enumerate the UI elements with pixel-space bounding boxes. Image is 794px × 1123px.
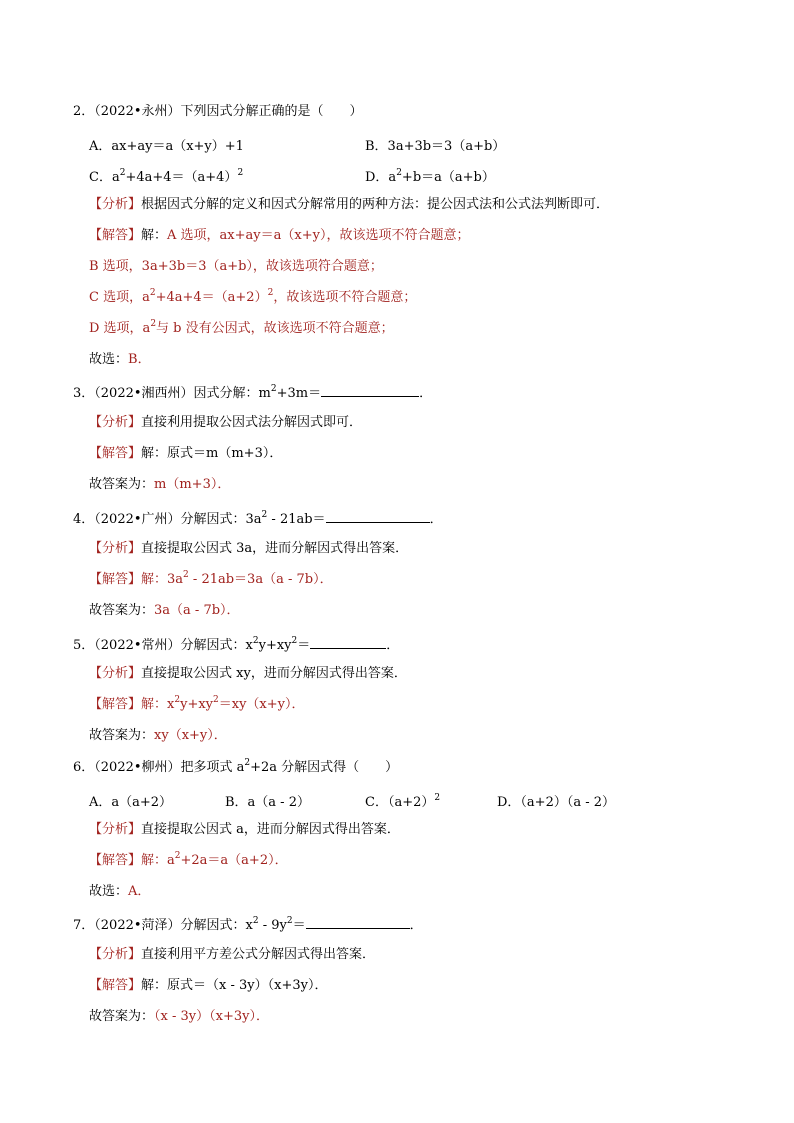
q6-option-a: A．a（a+2） bbox=[89, 795, 173, 810]
q4-final: 故答案为：3a（a - 7b）． bbox=[89, 603, 240, 618]
q2-answer: 【解答】解：A 选项，ax+ay＝a（x+y），故该选项不符合题意； bbox=[89, 228, 470, 243]
q6-option-c: C．$(a+2)^2$ bbox=[365, 793, 441, 810]
q7-answer: 【解答】解：原式＝（x - 3y）（x+3y）． bbox=[89, 978, 328, 993]
q7-final: 故答案为：（x - 3y）（x+3y）． bbox=[89, 1009, 269, 1024]
q2-answer-b: B 选项，3a+3b＝3（a+b），故该选项符合题意； bbox=[89, 259, 383, 274]
q2-option-d: D．$a^2+b=a(a+b)$ bbox=[365, 168, 495, 185]
q5-answer: 【解答】解：$x^2y+xy^2=xy(x+y)$． bbox=[89, 695, 305, 712]
q2-choice: 故选：B． bbox=[89, 352, 151, 367]
q7-analysis: 【分析】直接利用平方差公式分解因式得出答案． bbox=[89, 947, 376, 962]
q6-option-b: B．a（a - 2） bbox=[225, 795, 310, 810]
q3-answer: 【解答】解：原式＝m（m+3）． bbox=[89, 446, 283, 461]
q2-answer-c: C 选项，$a^2+4a+4=(a+2)^2$，故该选项不符合题意； bbox=[89, 288, 417, 305]
q5-stem: 5．（2022•常州）分解因式：$x^2y+xy^2=$ ． bbox=[73, 636, 400, 653]
q7-stem: 7．（2022•菏泽）分解因式：$x^2 - 9y^2=$ ． bbox=[73, 916, 423, 933]
q3-analysis: 【分析】直接利用提取公因式法分解因式即可． bbox=[89, 415, 363, 430]
answer-blank bbox=[306, 916, 410, 929]
q6-answer: 【解答】解：$a^2+2a=a(a+2)$． bbox=[89, 851, 288, 868]
answer-blank bbox=[326, 510, 430, 523]
answer-blank bbox=[321, 384, 419, 397]
q6-choice: 故选：A． bbox=[89, 884, 151, 899]
q5-final: 故答案为：xy（x+y）． bbox=[89, 728, 227, 743]
q4-answer: 【解答】解：$3a^2 - 21ab=3a(a - 7b)$． bbox=[89, 570, 333, 587]
q6-analysis: 【分析】直接提取公因式 a，进而分解因式得出答案． bbox=[89, 822, 400, 837]
q2-answer-d: D 选项，$a^2$与 b 没有公因式，故该选项不符合题意； bbox=[89, 319, 394, 336]
q6-option-d: D．（a+2）（a - 2） bbox=[497, 795, 616, 810]
answer-blank bbox=[310, 636, 386, 649]
q2-option-b: B．3a+3b＝3（a+b） bbox=[365, 139, 506, 154]
q3-stem: 3．（2022•湘西州）因式分解：$m^2+3m=$ ． bbox=[73, 384, 433, 401]
q6-stem: 6．（2022•柳州）把多项式 $a^2+2a$ 分解因式得（ ） bbox=[73, 758, 399, 775]
q5-analysis: 【分析】直接提取公因式 xy，进而分解因式得出答案． bbox=[89, 666, 407, 681]
q4-analysis: 【分析】直接提取公因式 3a，进而分解因式得出答案． bbox=[89, 541, 409, 556]
q3-final: 故答案为：m（m+3）． bbox=[89, 477, 231, 492]
q2-analysis: 【分析】根据因式分解的定义和因式分解常用的两种方法：提公因式法和公式法判断即可． bbox=[89, 197, 610, 212]
q2-option-a: A．ax+ay＝a（x+y）+1 bbox=[89, 139, 244, 154]
q2-option-c: C．$a^2+4a+4=(a+4)^2$ bbox=[89, 168, 244, 185]
q4-stem: 4．（2022•广州）分解因式：$3a^2 - 21ab=$ ． bbox=[73, 510, 443, 527]
q2-stem: 2．（2022•永州）下列因式分解正确的是（ ） bbox=[73, 104, 363, 119]
